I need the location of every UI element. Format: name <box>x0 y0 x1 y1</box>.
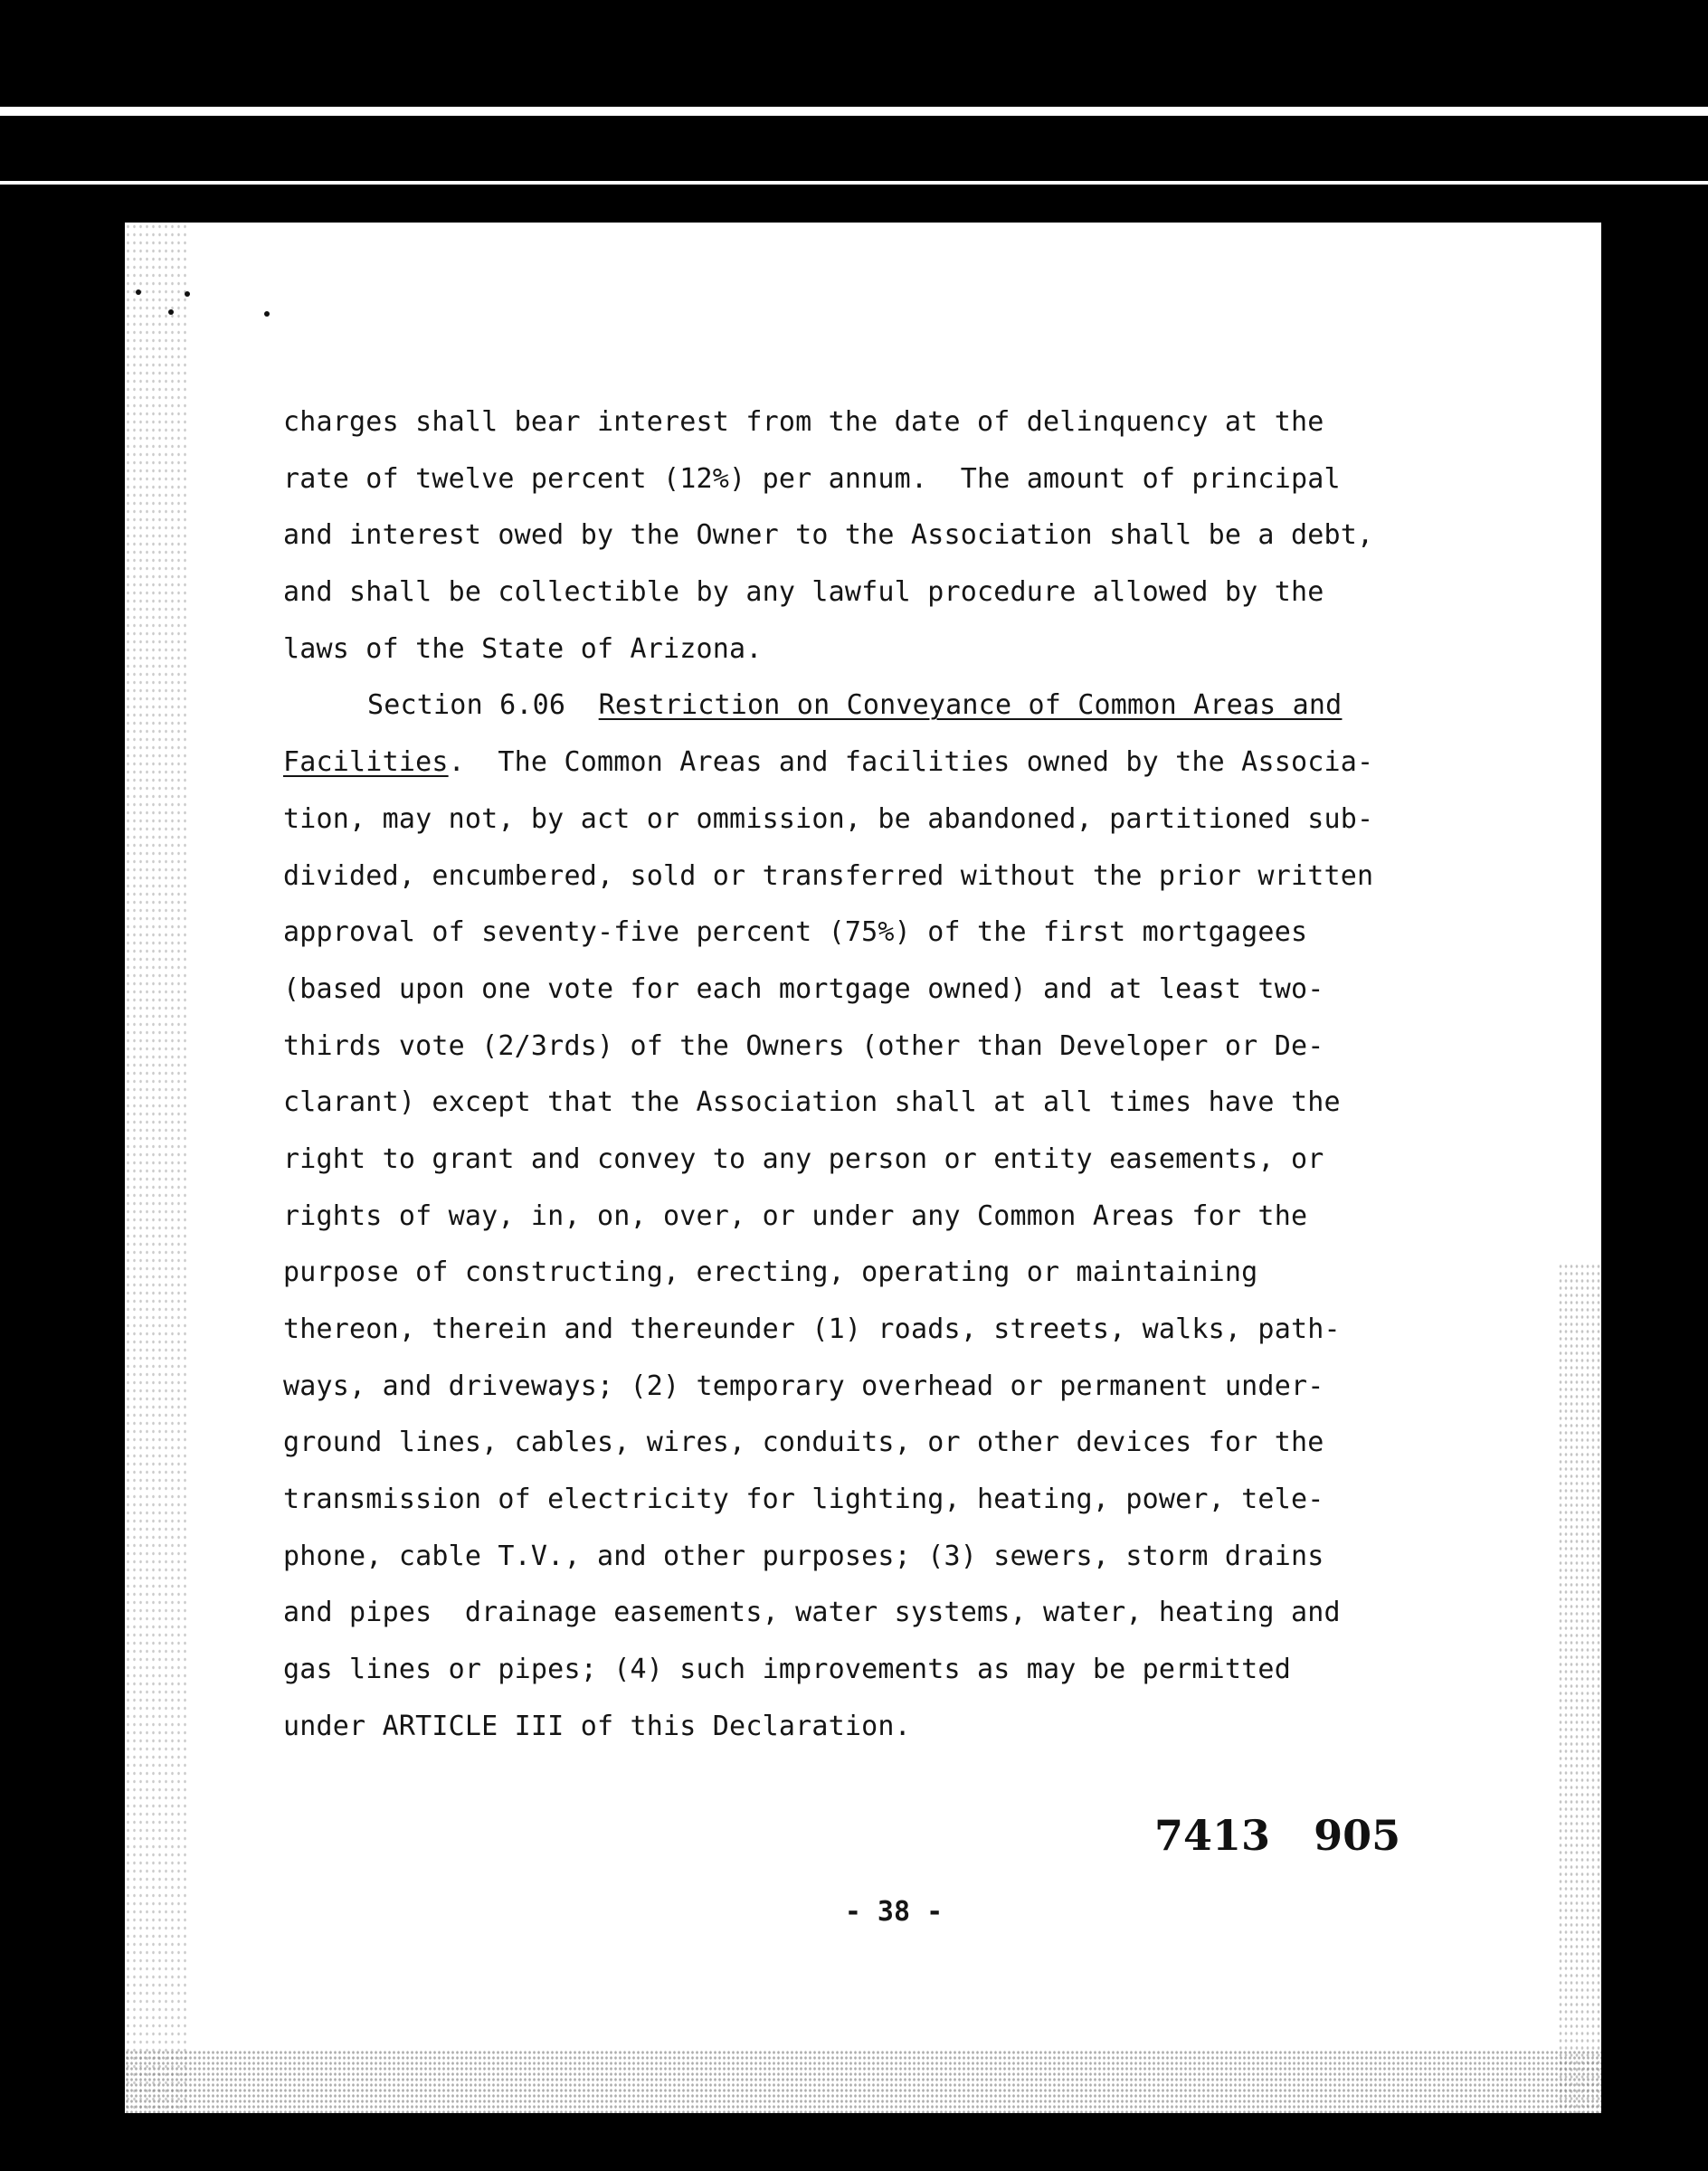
text-line: ways, and driveways; (2) temporary overhead or permanent under- <box>283 1370 1324 1402</box>
text-line: divided, encumbered, sold or transferred without the prior written <box>283 859 1374 892</box>
text-line: (based upon one vote for each mortgage owned) and at least two- <box>283 972 1324 1005</box>
section-6-06 <box>283 678 1441 1755</box>
text-line: clarant) except that the Association shall at all times have the <box>283 1086 1341 1119</box>
text-line: tion, may not, by act or ommission, be abandoned, partitioned sub- <box>283 802 1374 835</box>
section-number: Section 6.06 <box>367 689 566 722</box>
body-text <box>283 394 1441 1756</box>
text-line <box>283 735 1441 792</box>
scan-top-border <box>0 0 1708 107</box>
text-line: right to grant and convey to any person or entity easements, or <box>283 1142 1324 1175</box>
page-number: - 38 - <box>844 1896 944 1928</box>
text-line: thirds vote (2/3rds) of the Owners (other than Developer or De- <box>283 1029 1324 1062</box>
section-title-part2: Facilities <box>283 746 449 779</box>
paragraph-delinquency-interest <box>283 394 1441 678</box>
text-line: laws of the State of Arizona. <box>283 632 763 665</box>
text-line: rights of way, in, on, over, or under any Common Areas for the <box>283 1199 1308 1232</box>
section-heading-line <box>283 678 1441 735</box>
scan-noise-left <box>125 223 188 2113</box>
text-line: and pipes drainage easements, water systems, water, heating and <box>283 1597 1341 1629</box>
text-line: and interest owed by the Owner to the Association shall be a debt, <box>283 519 1374 552</box>
text-line: transmission of electricity for lighting, heating, power, tele- <box>283 1484 1324 1516</box>
scan-noise-bottom <box>125 2050 1601 2113</box>
text-line: under ARTICLE III of this Declaration. <box>283 1710 911 1742</box>
scan-noise-right <box>1558 1263 1601 2113</box>
scan-black-bar <box>0 116 1708 181</box>
text-line: purpose of constructing, erecting, operating or maintaining <box>283 1256 1258 1289</box>
text-line: charges shall bear interest from the date of delinquency at the <box>283 406 1324 438</box>
text-line: and shall be collectible by any lawful procedure allowed by the <box>283 576 1324 609</box>
text-line: ground lines, cables, wires, conduits, or other devices for the <box>283 1427 1324 1459</box>
recording-page-reference: 7413 905 <box>1154 1811 1401 1860</box>
document-page <box>125 223 1601 2113</box>
section-title-part1: Restriction on Conveyance of Common Areas and <box>598 689 1343 722</box>
text-line: rate of twelve percent (12%) per annum. The amount of principal <box>283 462 1341 495</box>
text-line: thereon, therein and thereunder (1) roads, streets, walks, path- <box>283 1313 1341 1345</box>
section-first-line-text: . The Common Areas and facilities owned by the Associa- <box>448 746 1374 779</box>
text-line: gas lines or pipes; (4) such improvements as may be permitted <box>283 1654 1291 1686</box>
text-line: approval of seventy-five percent (75%) of the first mortgagees <box>283 916 1308 949</box>
text-line: phone, cable T.V., and other purposes; (3) sewers, storm drains <box>283 1540 1324 1572</box>
